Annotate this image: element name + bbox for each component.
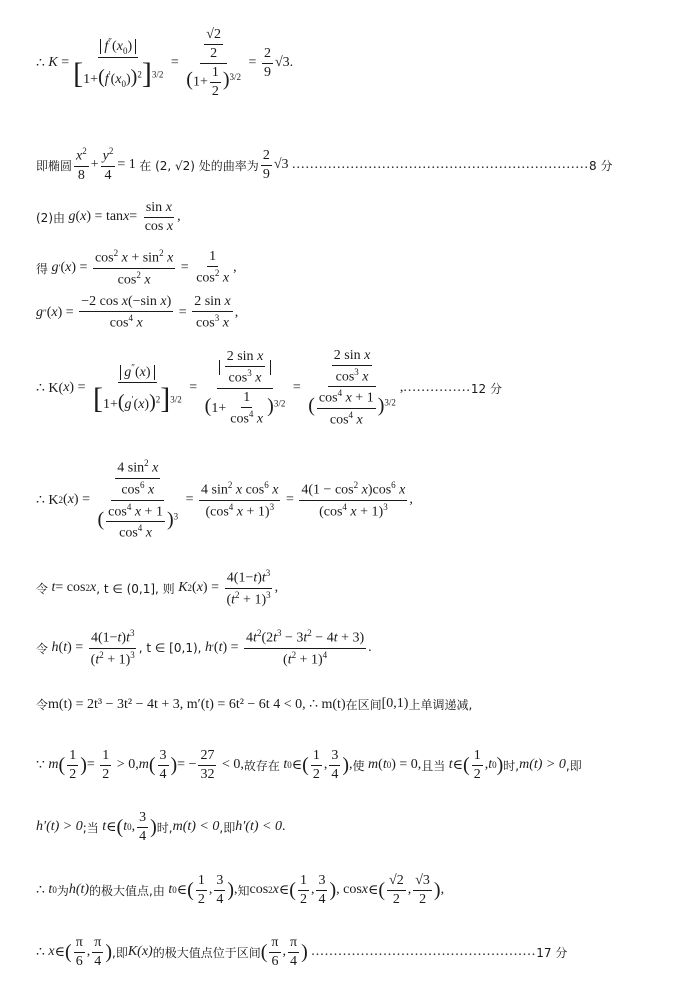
leader-dots: ..................................................: [311, 944, 537, 959]
text-in-interval: 在区间: [345, 697, 382, 712]
score-8: 8 分: [589, 158, 613, 173]
m-positive: m(t) > 0: [519, 757, 566, 772]
text-t-range: , t ∈ [0,1),: [138, 641, 202, 655]
part2-label: (2)由: [36, 210, 65, 225]
h-function-line: 令 h ( t ) = $\frac{4(1-t)t^3}{(t^2 + 1)^3}$ , t ∈ [0,1), h ′ ( t ) = $\frac{4t^2(2t^3 - 3t^2 - 4t + 3)}{(t^2 + 1)^4}$ .: [36, 627, 372, 668]
m-definition: m(t) = 2t³ − 3t² − 4t + 3, m′(t) = 6t² − 6t 4 < 0, ∴ m(t): [48, 696, 346, 712]
k-of-x-line: ∴ K( x ) = $\frac{g''(x)}{[1+(g'(x))^2]^{3/2}}$ = $\frac{\text{2 sin x}}{\cos^3 x}$ (1+ $\frac{1}{\cos^4 x}$ )$^{3/2}$ = $\frac{\text{2 sin x}}{\cos^3 x}$ ( $\frac{\cos^4 x + 1}{\cos^4 x}$ )$^{3/2}$ , ............... 12 分: [36, 347, 502, 428]
text-and-when: 且当: [421, 758, 446, 773]
leader-dots: ...............: [403, 380, 471, 395]
substitution-line: 令 t = cos 2 x , t ∈ (0,1], 则 K 2 ( x ) = $\frac{4(1-t)t^3}{(t^2 + 1)^3}$ ,: [36, 567, 279, 608]
k-squared-line: ∴ K 2 ( x ) = $\frac{4 \sin^2 x}{\cos^6 x}$ ( $\frac{\cos^4 x + 1}{\cos^4 x}$ )$^3$ = $\frac{4 \sin^2 x \cos^6 x}{(\cos^4 x + 1)^3}$ = $\frac{4(1 - \cos^2 x)\cos^6 x}{(\cos^4 x + 1)^3}$ ,: [36, 458, 413, 541]
text-t-range: , t ∈ (0,1], 则: [96, 581, 175, 596]
max-point-line: ∴ t 0 为 h(t) 的极大值点,由 t 0 ∈ ( $\frac{1}{2}$ , $\frac{3}{4}$ ) , 知 cos 2 x ∈ ( $\frac{1}{2}$ , $\frac{3}{4}$ ) , cos x ∈ ( $\frac{√2}{2}$ , $\frac{√3}{2}$ ) ,: [36, 872, 445, 907]
text-let: 令: [36, 697, 49, 712]
m-negative: m(t) < 0: [172, 819, 220, 834]
text-such-that: 使: [352, 758, 365, 773]
text-namely: ,即: [112, 945, 128, 960]
text-decreasing: 上单调递减,: [408, 697, 473, 712]
m-function-line: [36, 690, 672, 718]
because-symbol: ∵: [36, 757, 45, 773]
ellipse-curvature-line: 即椭圆 $\frac{x^2}{8}$ + $\frac{y^2}{4}$ = 1 在 (2, √2) 处的曲率为 $\frac{2}{9}$ √3 .................................................................. 8 分: [36, 146, 613, 183]
g-double-prime-line: g ″ ( x ) = $\frac{\text{−2 cos x(−sin x)}}{\cos^4 x}$ = $\frac{\text{2 sin x}}{\cos^3 x}$ ,: [36, 294, 239, 331]
value-fraction: $\frac{√2}{2}$ (1+ $\frac{1}{2}$ )$^{3/2}$: [186, 26, 242, 99]
score-12: 12 分: [470, 381, 502, 396]
text-exists: 故存在: [243, 758, 280, 773]
text-let: 令: [36, 581, 49, 596]
k-of-x: K(x): [127, 944, 153, 959]
h-of-t: h(t): [68, 882, 90, 897]
text-when: ;当: [82, 820, 99, 835]
h-prime-positive: h′(t) > 0: [36, 819, 83, 834]
text-then: 时,: [503, 758, 520, 773]
intermediate-value-line: ∵ m ( $\frac{1}{2}$ ) = $\frac{1}{2}$ > 0, m ( $\frac{3}{4}$ ) = − $\frac{27}{32}$ < 0, 故存在 t 0 ∈ ( $\frac{1}{2}$ , $\frac{3}{4}$ ) , 使 m ( t 0 ) = 0, 且当 t ∈ ( $\frac{1}{2}$ , t 0 ) 时, m(t) > 0 ,即: [36, 747, 582, 782]
conclusion-line: ∴ x ∈ ( $\frac{\pi}{6}$ , $\frac{\pi}{4}$ ) ,即 K(x) 的极大值点位于区间 ( $\frac{\pi}{6}$ , $\frac{\pi}{4}$ ) .................................................. 17 分: [36, 934, 568, 969]
text-then: 时,: [156, 820, 173, 835]
leader-dots: ..................................................................: [292, 157, 589, 172]
h-prime-negative: h′(t) < 0: [235, 819, 282, 834]
text-know: 知: [237, 883, 250, 898]
text-max-point: 的极大值点,由: [89, 883, 165, 898]
text-namely: ,即: [219, 820, 236, 835]
g-prime-line: 得 g ′ ( x ) = $\frac{\cos^2 x + \sin^2 x}{\cos^2 x}$ = $\frac{1}{\cos^2 x}$ ,: [36, 247, 237, 288]
k-label: ∴ K =: [36, 55, 70, 71]
text-is: 为: [56, 883, 69, 898]
monotonic-line: h′(t) > 0 ;当 t ∈ ( t 0 , $\frac{3}{4}$ ) 时, m(t) < 0 ,即 h′(t) < 0 .: [36, 809, 286, 844]
curvature-fraction: $\frac{f''(x_0)}{[1+(f'(x_0))^2]^{3/2}}$: [73, 36, 164, 91]
text-namely: ,即: [565, 758, 582, 773]
text-get: 得: [36, 261, 49, 276]
g-definition-line: (2)由 g ( x ) = tan x = $\frac{\text{sin x}}{\text{cos x}}$ ,: [36, 199, 181, 234]
text-ellipse: 即椭圆: [36, 158, 73, 173]
score-17: 17 分: [536, 945, 568, 960]
curvature-formula-line: ∴ K = $\frac{f''(x_0)}{[1+(f'(x_0))^2]^{3/2}}$ = $\frac{√2}{2}$ (1+ $\frac{1}{2}$ )$^{3/2}$ = $\frac{2}{9}$ √3.: [36, 26, 294, 99]
text-let: 令: [36, 641, 49, 656]
interval-0-1: [0,1): [381, 696, 409, 711]
text-located-in: 的极大值点位于区间: [152, 945, 261, 960]
text-curvature-at-point: 在 (2, √2) 处的曲率为: [139, 158, 259, 173]
